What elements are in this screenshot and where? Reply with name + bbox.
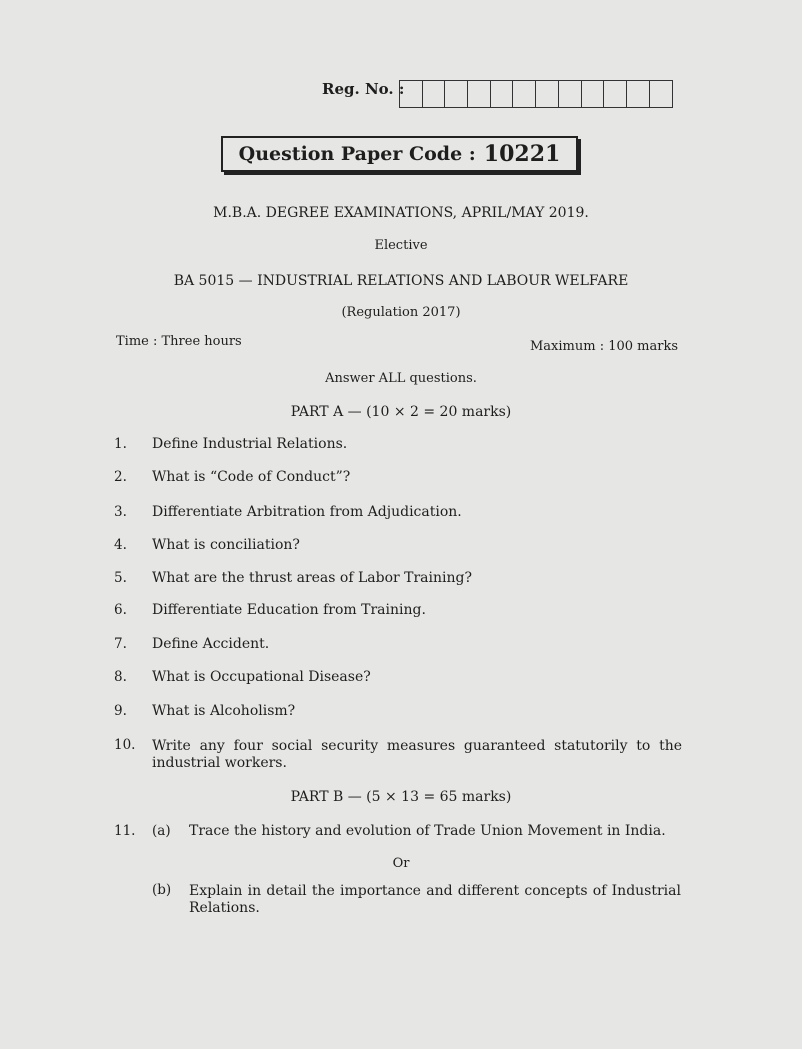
part-b-heading: PART B — (5 × 13 = 65 marks) xyxy=(290,789,512,805)
reg-no-digit-box xyxy=(627,81,650,107)
reg-no-label: Reg. No. : xyxy=(322,80,405,98)
question-text: What is Occupational Disease? xyxy=(152,669,371,685)
reg-no-digit-box xyxy=(445,81,468,107)
question-number: 7. xyxy=(114,636,127,652)
question-number: 4. xyxy=(114,537,127,553)
reg-no-digit-box xyxy=(491,81,514,107)
question-number: 1. xyxy=(114,436,127,452)
reg-no-digit-box xyxy=(400,81,423,107)
paper-code: 10221 xyxy=(483,141,561,167)
part-a-heading: PART A — (10 × 2 = 20 marks) xyxy=(290,404,512,420)
sub-question-label: (b) xyxy=(152,882,172,898)
reg-no-digit-box xyxy=(513,81,536,107)
reg-no-digit-box xyxy=(582,81,605,107)
question-number: 11. xyxy=(114,823,136,839)
question-number: 5. xyxy=(114,570,127,586)
question-text: Define Industrial Relations. xyxy=(152,436,348,452)
sub-question-label: (a) xyxy=(152,823,171,839)
question-paper-code-box xyxy=(221,136,578,172)
question-text: What is “Code of Conduct”? xyxy=(152,469,351,485)
question-text: What is Alcoholism? xyxy=(152,703,296,719)
question-number: 10. xyxy=(114,737,136,753)
question-text: What is conciliation? xyxy=(152,537,300,553)
question-number: 6. xyxy=(114,602,127,618)
reg-no-boxes xyxy=(399,80,673,108)
reg-no-digit-box xyxy=(468,81,491,107)
question-text: Trace the history and evolution of Trade Union Movement in India. xyxy=(189,823,666,839)
reg-no-digit-box xyxy=(604,81,627,107)
course-title: BA 5015 — INDUSTRIAL RELATIONS AND LABOUR WELFARE xyxy=(173,273,629,289)
question-text: Define Accident. xyxy=(152,636,270,652)
or-separator: Or xyxy=(392,856,410,871)
question-text: Differentiate Arbitration from Adjudication. xyxy=(152,504,462,520)
question-text: What are the thrust areas of Labor Training? xyxy=(152,570,472,586)
question-text: Write any four social security measures guaranteed statutorily to the industrial workers. xyxy=(152,738,682,771)
question-number: 2. xyxy=(114,469,127,485)
question-number: 3. xyxy=(114,504,127,520)
maximum-marks: Maximum : 100 marks xyxy=(530,339,679,354)
reg-no-digit-box xyxy=(536,81,559,107)
question-number: 8. xyxy=(114,669,127,685)
question-text: Explain in detail the importance and different concepts of Industrial Relations. xyxy=(189,883,681,916)
time-allowed: Time : Three hours xyxy=(116,334,242,349)
question-number: 9. xyxy=(114,703,127,719)
paper-code-label: Question Paper Code : xyxy=(238,143,476,165)
regulation: (Regulation 2017) xyxy=(341,305,461,320)
instruction: Answer ALL questions. xyxy=(325,371,477,386)
question-text: Differentiate Education from Training. xyxy=(152,602,426,618)
exam-category: Elective xyxy=(374,238,428,253)
reg-no-digit-box xyxy=(650,81,673,107)
exam-title: M.B.A. DEGREE EXAMINATIONS, APRIL/MAY 2019. xyxy=(213,205,589,221)
reg-no-digit-box xyxy=(423,81,446,107)
reg-no-digit-box xyxy=(559,81,582,107)
